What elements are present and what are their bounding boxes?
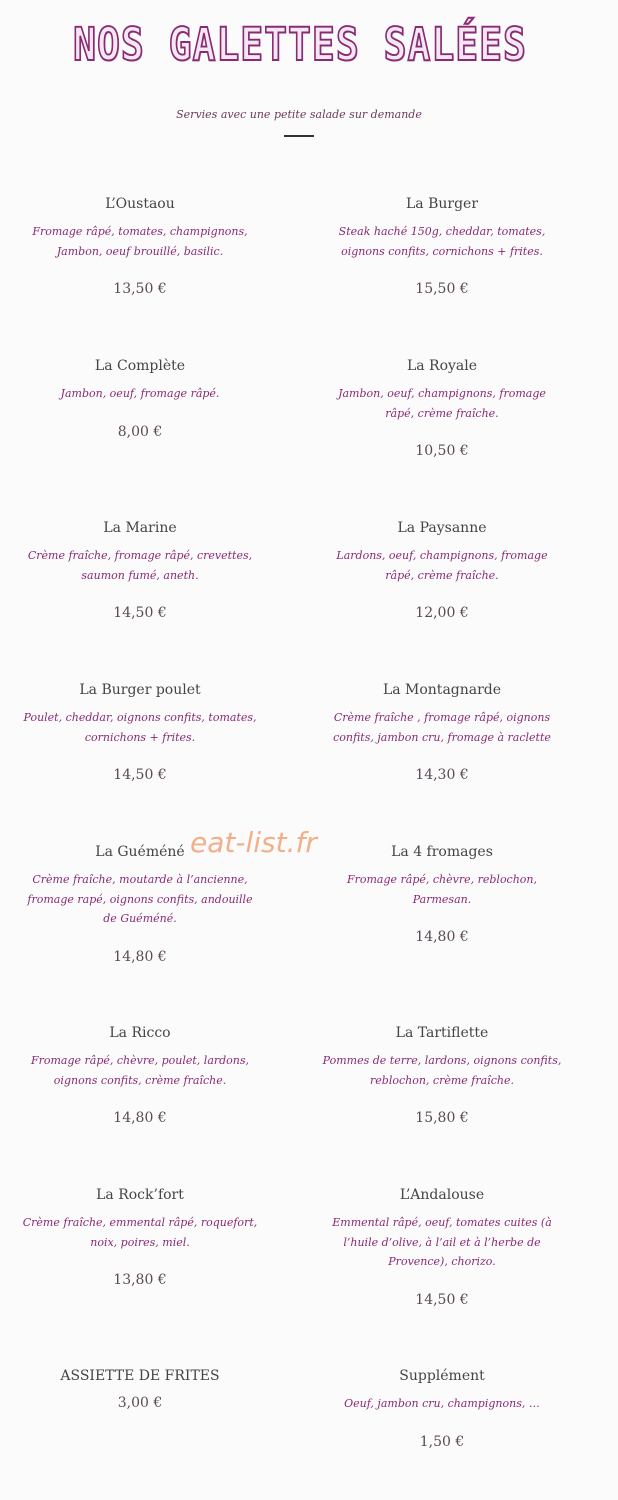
menu-item-supplement <box>322 1366 562 1451</box>
title-divider <box>284 135 314 137</box>
item-description: Fromage râpé, chèvre, reblochon, Parmesan. <box>346 873 538 906</box>
item-description: Oeuf, jambon cru, champignons, … <box>344 1397 540 1410</box>
item-price: 15,80 € <box>415 1110 469 1126</box>
item-name: La Marine <box>103 520 177 536</box>
item-description: Fromage râpé, chèvre, poulet, lardons, oignons confits, crème fraîche. <box>30 1054 250 1087</box>
item-price: 14,80 € <box>415 929 469 945</box>
item-description: Lardons, oeuf, champignons, fromage râpé, crème fraîche. <box>336 549 548 582</box>
menu-item-4-fromages <box>322 842 562 946</box>
menu-item-rockfort <box>20 1185 260 1289</box>
item-description: Pommes de terre, lardons, oignons confits, reblochon, crème fraîche. <box>322 1054 562 1087</box>
item-name: La Guéméné <box>95 844 185 860</box>
item-price: 14,80 € <box>113 1110 167 1126</box>
item-description: Steak haché 150g, cheddar, tomates, oignons confits, cornichons + frites. <box>338 225 546 258</box>
item-price: 15,50 € <box>415 281 469 297</box>
menu-item-oustaou <box>20 194 260 298</box>
item-description: Poulet, cheddar, oignons confits, tomates, cornichons + frites. <box>23 711 257 744</box>
item-description: Crème fraîche, fromage râpé, crevettes, saumon fumé, aneth. <box>27 549 253 582</box>
item-price: 12,00 € <box>415 605 469 621</box>
item-name: La Paysanne <box>397 520 487 536</box>
item-description: Emmental râpé, oeuf, tomates cuites (à l’huile d’olive, à l’ail et à l’herbe de Provence), chorizo. <box>332 1216 552 1268</box>
item-description: Fromage râpé, tomates, champignons, Jambon, oeuf brouillé, basilic. <box>32 225 248 258</box>
item-price: 14,50 € <box>113 767 167 783</box>
item-price: 1,50 € <box>419 1433 465 1450</box>
item-price: 10,50 € <box>415 443 469 459</box>
menu-item-montagnarde <box>322 680 562 784</box>
item-name: La 4 fromages <box>391 844 493 860</box>
menu-item-complete <box>20 356 260 441</box>
item-price: 14,50 € <box>113 605 167 621</box>
menu-item-tartiflette <box>322 1023 562 1127</box>
item-price: 14,80 € <box>113 948 167 965</box>
item-name: La Royale <box>406 358 478 374</box>
item-description: Crème fraîche, emmental râpé, roquefort, noix, poires, miel. <box>22 1216 258 1249</box>
menu-item-burger <box>322 194 562 298</box>
item-name: La Ricco <box>109 1025 171 1041</box>
page-title: NOS GALETTES SALÉES <box>73 18 527 71</box>
menu-item-ricco <box>20 1023 260 1127</box>
menu-item-paysanne <box>322 518 562 622</box>
item-name: Supplément <box>399 1368 485 1384</box>
item-price: 13,50 € <box>113 281 167 297</box>
menu-item-assiette-frites <box>20 1366 260 1412</box>
item-price: 3,00 € <box>117 1395 163 1411</box>
item-description: Crème fraîche, moutarde à l’ancienne, fromage rapé, oignons confits, andouille de Guéméné. <box>27 873 253 925</box>
item-description: Jambon, oeuf, fromage râpé. <box>60 387 220 400</box>
page-subtitle: Servies avec une petite salade sur demande <box>176 108 422 121</box>
item-name: La Burger <box>405 196 479 212</box>
item-description: Jambon, oeuf, champignons, fromage râpé, crème fraîche. <box>338 387 546 420</box>
watermark: eat-list.fr <box>190 826 317 859</box>
item-name: L’Andalouse <box>399 1187 485 1203</box>
item-name: La Complète <box>94 358 186 374</box>
item-price: 13,80 € <box>113 1272 167 1288</box>
menu-item-royale <box>322 356 562 460</box>
item-description: Crème fraîche , fromage râpé, oignons confits, jambon cru, fromage à raclette <box>333 711 551 744</box>
item-name: La Burger poulet <box>79 682 201 698</box>
menu-item-guemene <box>20 842 260 966</box>
item-name: La Montagnarde <box>382 682 502 698</box>
item-name: La Rock’fort <box>96 1187 184 1203</box>
item-price: 14,30 € <box>415 767 469 783</box>
menu-item-marine <box>20 518 260 622</box>
menu-item-andalouse <box>322 1185 562 1309</box>
menu-item-burger-poulet <box>20 680 260 784</box>
item-name: L’Oustaou <box>105 196 175 212</box>
item-name: La Tartiflette <box>395 1025 489 1041</box>
item-price: 14,50 € <box>415 1291 469 1308</box>
item-name: ASSIETTE DE FRITES <box>60 1368 220 1384</box>
item-price: 8,00 € <box>117 423 163 440</box>
